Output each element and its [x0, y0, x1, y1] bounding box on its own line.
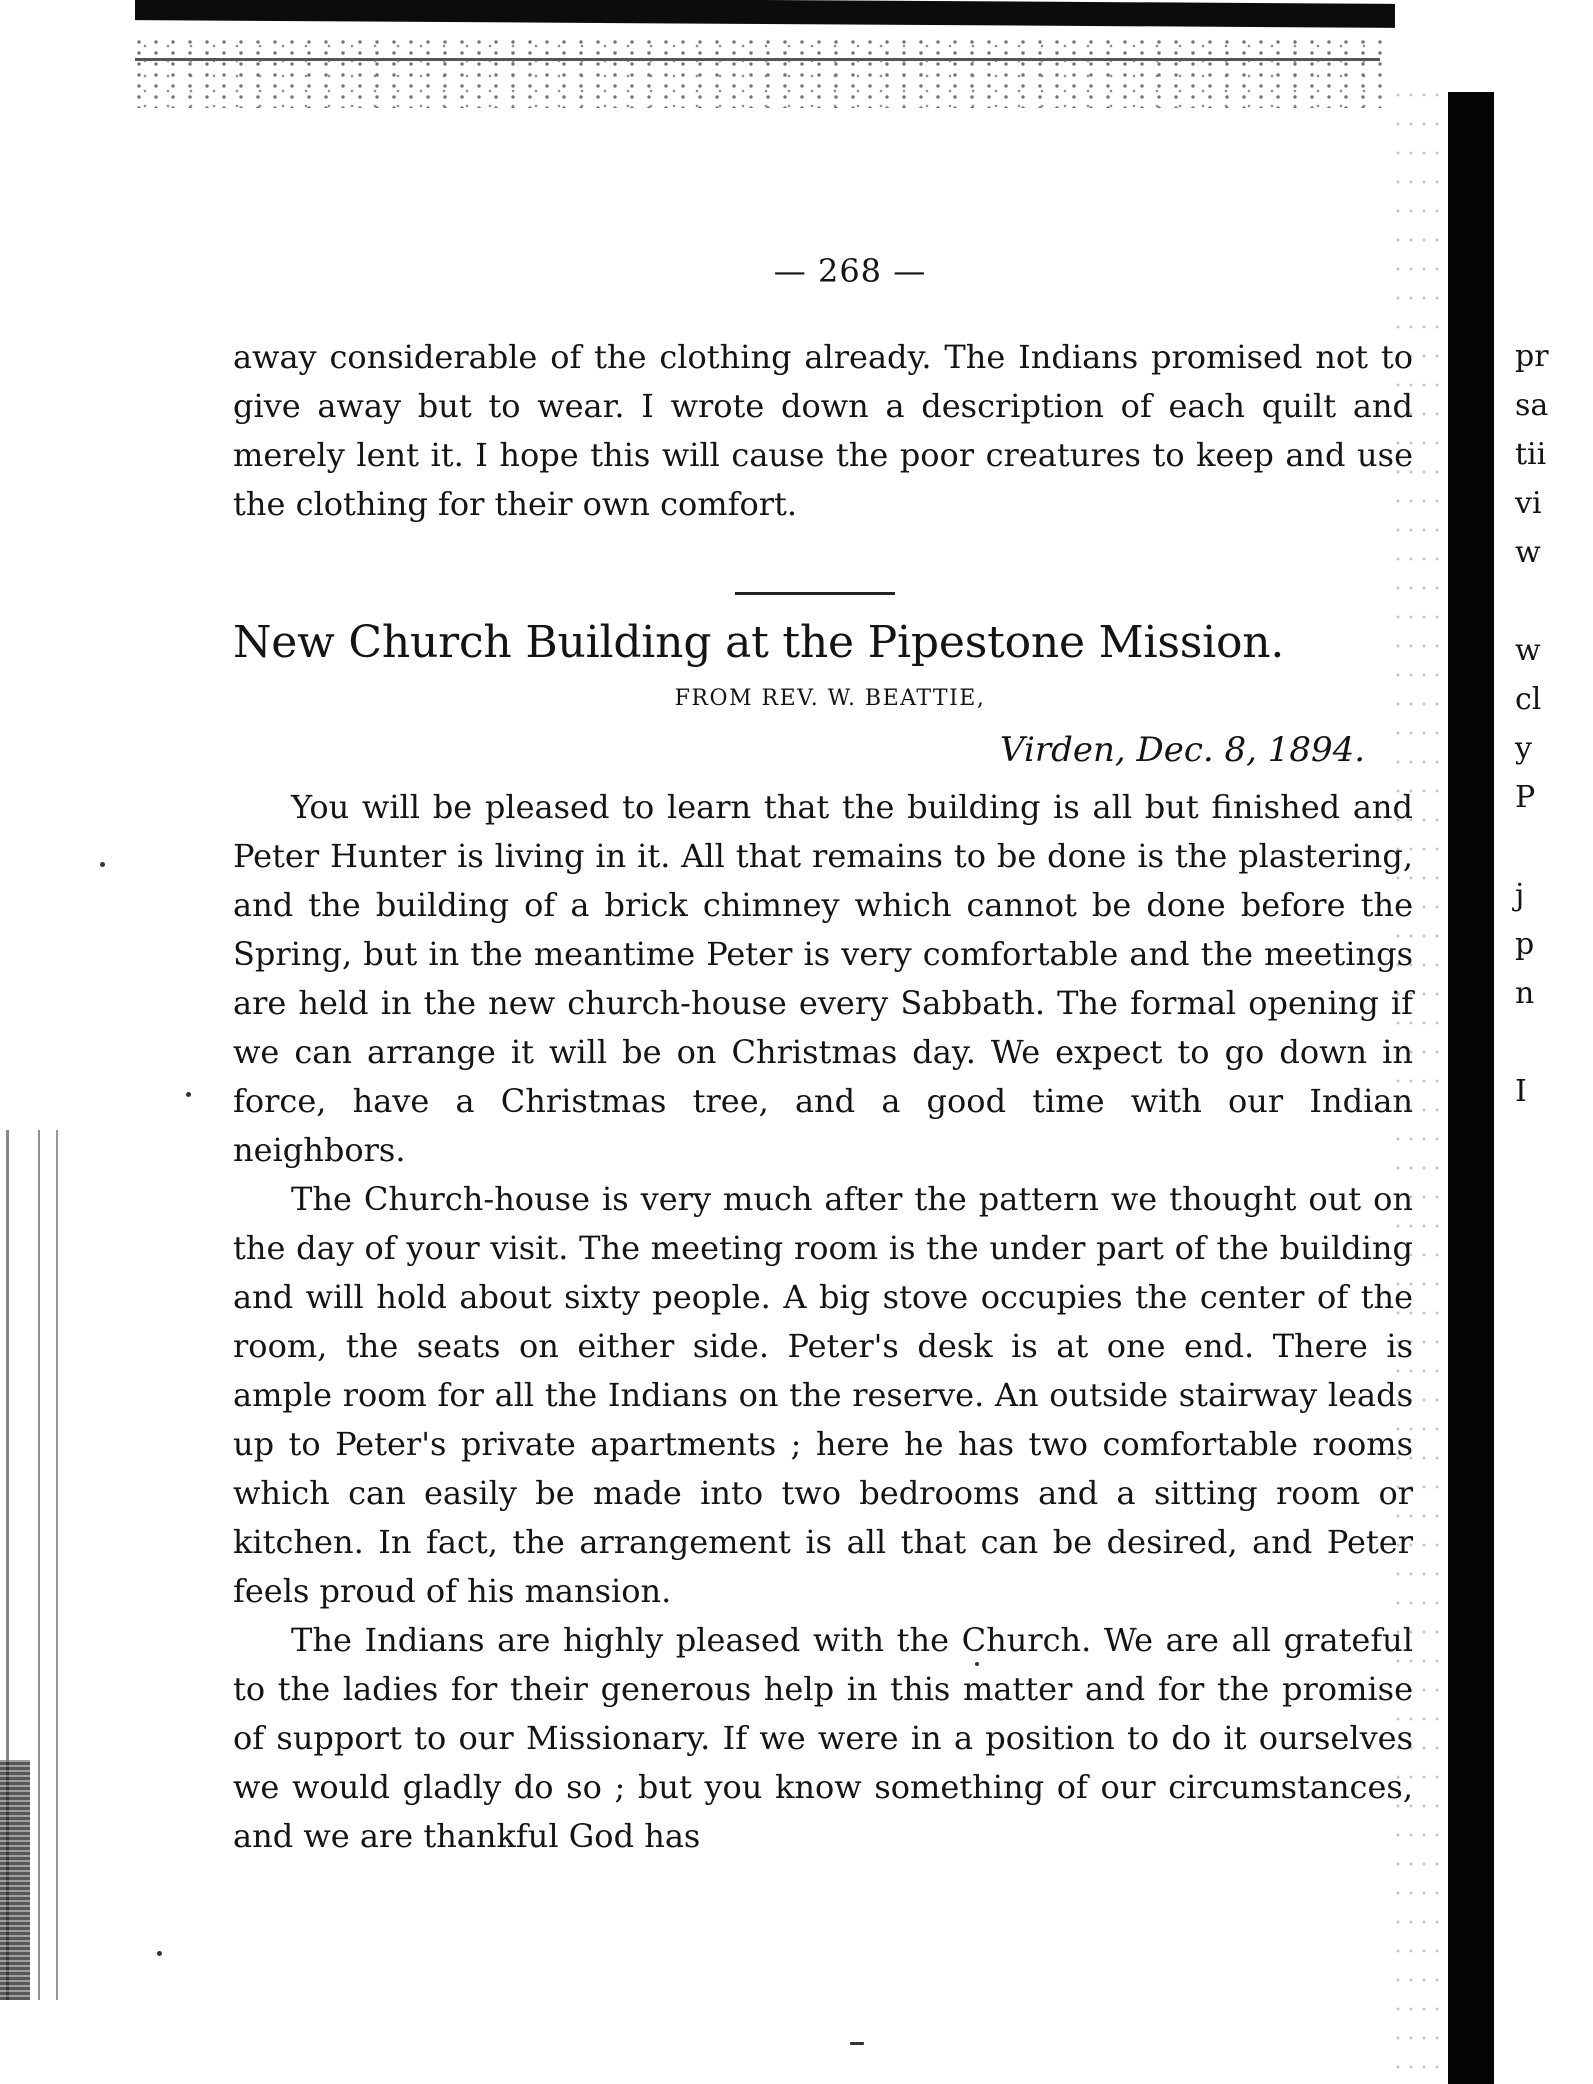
fragment: y	[1515, 731, 1532, 766]
fragment: j	[1515, 878, 1525, 913]
adjacent-page-fragments	[1515, 332, 1585, 1116]
body-paragraph: You will be pleased to learn that the building is all but finished and Peter Hunter is living in it. All that remains to be done is the plastering, and the building of a brick chimney which cannot be done before the Spring, but in the meantime Peter is very comfortable and the meetings are held in the new church-house every Sabbath. The formal opening if we can arrange it will be on Christmas day. We expect to go down in force, have a Christmas tree, and a good time with our Indian neighbors.	[233, 788, 1413, 1169]
fragment: sa	[1515, 388, 1549, 423]
scan-top-speckle	[135, 38, 1385, 108]
fragment: pr	[1515, 339, 1549, 374]
scan-top-edge	[135, 0, 1395, 28]
fragment: vi	[1515, 486, 1542, 521]
fragment: tii	[1515, 437, 1547, 472]
fragment	[1515, 1018, 1585, 1067]
continuation-paragraph	[233, 333, 1413, 529]
book-spine-shadow	[1448, 92, 1494, 2084]
article-body	[233, 783, 1413, 1861]
fragment	[1515, 577, 1585, 626]
scan-speck	[157, 1951, 162, 1956]
fragment: n	[1515, 976, 1535, 1011]
fragment: P	[1515, 780, 1536, 815]
continuation-text: away considerable of the clothing already. The Indians promised not to give away but to wear. I wrote down a description of each quilt and merely lent it. I hope this will cause the poor creatures to keep and use the clothing for their own comfort.	[233, 338, 1413, 523]
article-dateline: Virden, Dec. 8, 1894.	[1000, 730, 1366, 770]
scan-speck	[186, 1092, 191, 1097]
scan-speck	[100, 862, 105, 867]
fragment: w	[1515, 633, 1541, 668]
article-byline: FROM REV. W. BEATTIE,	[674, 686, 986, 711]
section-divider	[735, 592, 895, 595]
scan-left-noise-dense	[0, 1760, 30, 2000]
fragment	[1515, 822, 1585, 871]
scan-speck	[850, 2042, 864, 2045]
fragment: p	[1515, 927, 1535, 962]
fragment: cl	[1515, 682, 1542, 717]
article-title: New Church Building at the Pipestone Mission.	[233, 617, 1285, 668]
fragment: w	[1515, 535, 1541, 570]
body-paragraph: The Indians are highly pleased with the Church. We are all grateful to the ladies for their generous help in this matter and for the promise of support to our Missionary. If we were in a position to do it ourselves we would gladly do so ; but you know something of our circumstances, and we are thankful God has	[233, 1621, 1413, 1855]
fragment: I	[1515, 1074, 1527, 1109]
body-paragraph: The Church-house is very much after the pattern we thought out on the day of your visit. The meeting room is the under part of the building and will hold about sixty people. A big stove occupies the center of the room, the seats on either side. Peter's desk is at one end. There is ample room for all the Indians on the reserve. An outside stairway leads up to Peter's private apartments ; here he has two comfortable rooms which can easily be made into two bedrooms and a sitting room or kitchen. In fact, the arrangement is all that can be desired, and Peter feels proud of his mansion.	[233, 1180, 1413, 1610]
page-number: — 268 —	[773, 252, 927, 290]
